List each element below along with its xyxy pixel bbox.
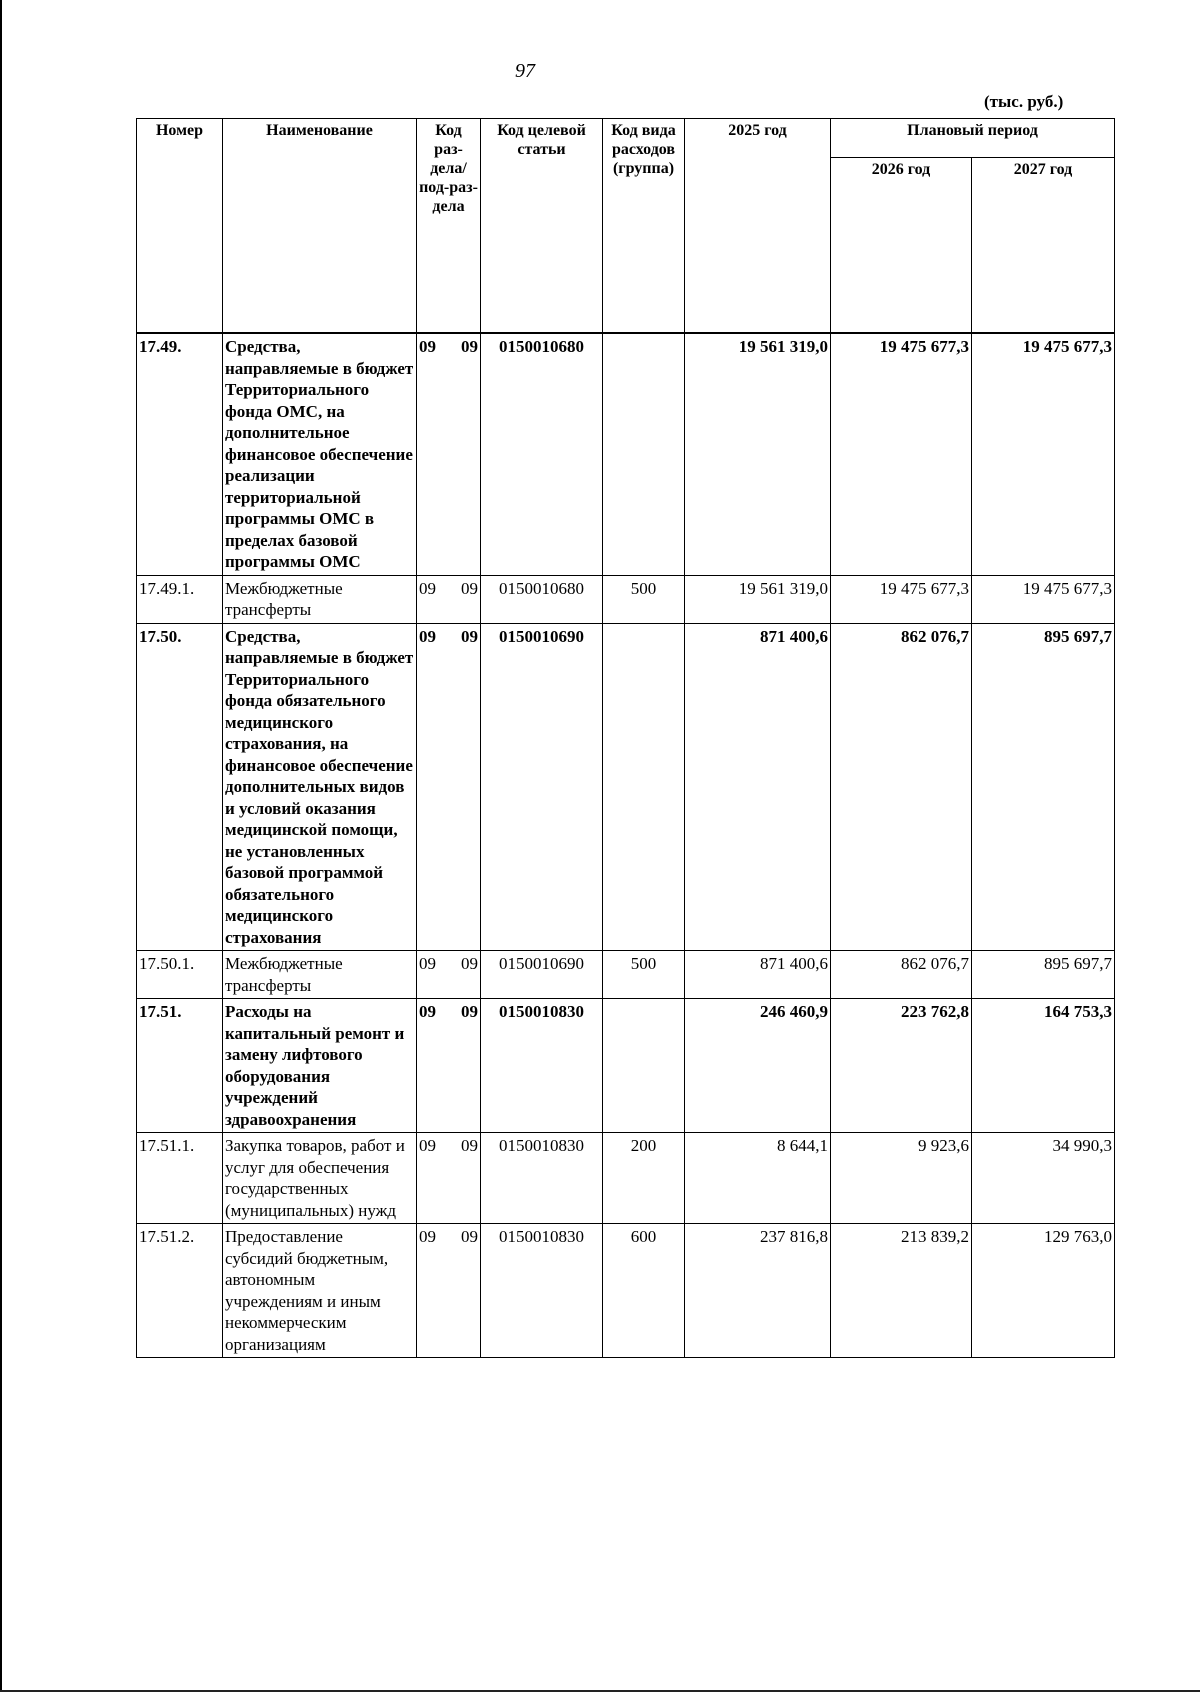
row-expense-type: 500 xyxy=(603,575,685,623)
row-amount-2025: 871 400,6 xyxy=(685,623,831,951)
row-number: 17.51.2. xyxy=(137,1224,223,1358)
row-number: 17.49.1. xyxy=(137,575,223,623)
row-amount-2026: 213 839,2 xyxy=(831,1224,972,1358)
header-number: Номер xyxy=(137,119,223,333)
section-code: 09 xyxy=(419,626,436,646)
row-section-code xyxy=(417,1224,481,1358)
row-amount-2025: 19 561 319,0 xyxy=(685,334,831,576)
page-number: 97 xyxy=(515,60,535,82)
row-section-code xyxy=(417,951,481,999)
row-expense-type: 200 xyxy=(603,1133,685,1224)
row-name: Средства, направляемые в бюджет Территориального фонда ОМС, на дополнительное финансовое обеспечение реализации территориальной программы ОМС в пределах базовой программы ОМС xyxy=(223,334,417,576)
table-row xyxy=(137,623,1115,951)
row-section-code xyxy=(417,999,481,1133)
row-amount-2026: 862 076,7 xyxy=(831,951,972,999)
header-target-code: Код целевой статьи xyxy=(481,119,603,333)
table-body xyxy=(137,333,1115,1358)
subsection-code: 09 xyxy=(461,1136,478,1155)
row-expense-type xyxy=(603,334,685,576)
row-expense-type: 600 xyxy=(603,1224,685,1358)
row-expense-type xyxy=(603,623,685,951)
row-number: 17.50.1. xyxy=(137,951,223,999)
table-row xyxy=(137,1133,1115,1224)
row-expense-type xyxy=(603,999,685,1133)
header-2025: 2025 год xyxy=(685,119,831,333)
row-target-code: 0150010690 xyxy=(481,623,603,951)
row-name: Межбюджетные трансферты xyxy=(223,951,417,999)
subsection-code: 09 xyxy=(461,626,478,646)
row-target-code: 0150010830 xyxy=(481,1133,603,1224)
row-name: Межбюджетные трансферты xyxy=(223,575,417,623)
row-section-code xyxy=(417,623,481,951)
row-number: 17.51.1. xyxy=(137,1133,223,1224)
table-row xyxy=(137,1224,1115,1358)
row-section-code xyxy=(417,334,481,576)
row-target-code: 0150010680 xyxy=(481,575,603,623)
section-code: 09 xyxy=(419,337,436,356)
header-plan-period: Плановый период xyxy=(831,119,1115,158)
row-section-code xyxy=(417,575,481,623)
subsection-code: 09 xyxy=(461,1227,478,1246)
header-expense-type: Код вида расходов (группа) xyxy=(603,119,685,333)
row-name: Средства, направляемые в бюджет Территориального фонда обязательного медицинского страхования, на финансовое обеспечение дополнительных видов и условий оказания медицинской помощи, не установленных базовой программой обязательного медицинского страхования xyxy=(223,623,417,951)
section-code: 09 xyxy=(419,1002,436,1021)
section-code: 09 xyxy=(419,1136,436,1155)
table-row xyxy=(137,951,1115,999)
row-amount-2025: 871 400,6 xyxy=(685,951,831,999)
row-amount-2027: 164 753,3 xyxy=(972,999,1115,1133)
row-amount-2025: 246 460,9 xyxy=(685,999,831,1133)
row-name: Закупка товаров, работ и услуг для обеспечения государственных (муниципальных) нужд xyxy=(223,1133,417,1224)
table-row xyxy=(137,999,1115,1133)
row-section-code xyxy=(417,1133,481,1224)
row-target-code: 0150010830 xyxy=(481,999,603,1133)
units-label: (тыс. руб.) xyxy=(984,92,1064,111)
row-number: 17.50. xyxy=(137,623,223,951)
row-amount-2025: 19 561 319,0 xyxy=(685,575,831,623)
row-amount-2026: 862 076,7 xyxy=(831,623,972,951)
section-code: 09 xyxy=(419,578,436,598)
row-amount-2027: 129 763,0 xyxy=(972,1224,1115,1358)
subsection-code: 09 xyxy=(461,578,478,598)
row-amount-2026: 19 475 677,3 xyxy=(831,334,972,576)
scan-edge xyxy=(0,0,2,1692)
row-amount-2026: 19 475 677,3 xyxy=(831,575,972,623)
section-code: 09 xyxy=(419,954,436,973)
row-amount-2025: 8 644,1 xyxy=(685,1133,831,1224)
table-row xyxy=(137,334,1115,576)
row-name: Предоставление субсидий бюджетным, автономным учреждениям и иным некоммерческим организациям xyxy=(223,1224,417,1358)
row-target-code: 0150010830 xyxy=(481,1224,603,1358)
subsection-code: 09 xyxy=(461,1002,478,1021)
row-amount-2026: 223 762,8 xyxy=(831,999,972,1133)
subsection-code: 09 xyxy=(461,337,478,356)
section-code: 09 xyxy=(419,1227,436,1246)
row-amount-2027: 19 475 677,3 xyxy=(972,575,1115,623)
row-amount-2025: 237 816,8 xyxy=(685,1224,831,1358)
row-amount-2027: 19 475 677,3 xyxy=(972,334,1115,576)
subsection-code: 09 xyxy=(461,954,478,973)
budget-table xyxy=(136,118,1115,1358)
row-amount-2026: 9 923,6 xyxy=(831,1133,972,1224)
row-amount-2027: 895 697,7 xyxy=(972,951,1115,999)
header-section-code: Код раз-дела/ под-раз-дела xyxy=(417,119,481,333)
row-target-code: 0150010690 xyxy=(481,951,603,999)
row-number: 17.51. xyxy=(137,999,223,1133)
row-expense-type: 500 xyxy=(603,951,685,999)
row-amount-2027: 895 697,7 xyxy=(972,623,1115,951)
row-number: 17.49. xyxy=(137,334,223,576)
header-name: Наименование xyxy=(223,119,417,333)
header-2026: 2026 год xyxy=(831,158,972,333)
header-2027: 2027 год xyxy=(972,158,1115,333)
row-amount-2027: 34 990,3 xyxy=(972,1133,1115,1224)
row-target-code: 0150010680 xyxy=(481,334,603,576)
row-name: Расходы на капитальный ремонт и замену лифтового оборудования учреждений здравоохранения xyxy=(223,999,417,1133)
table-row xyxy=(137,575,1115,623)
